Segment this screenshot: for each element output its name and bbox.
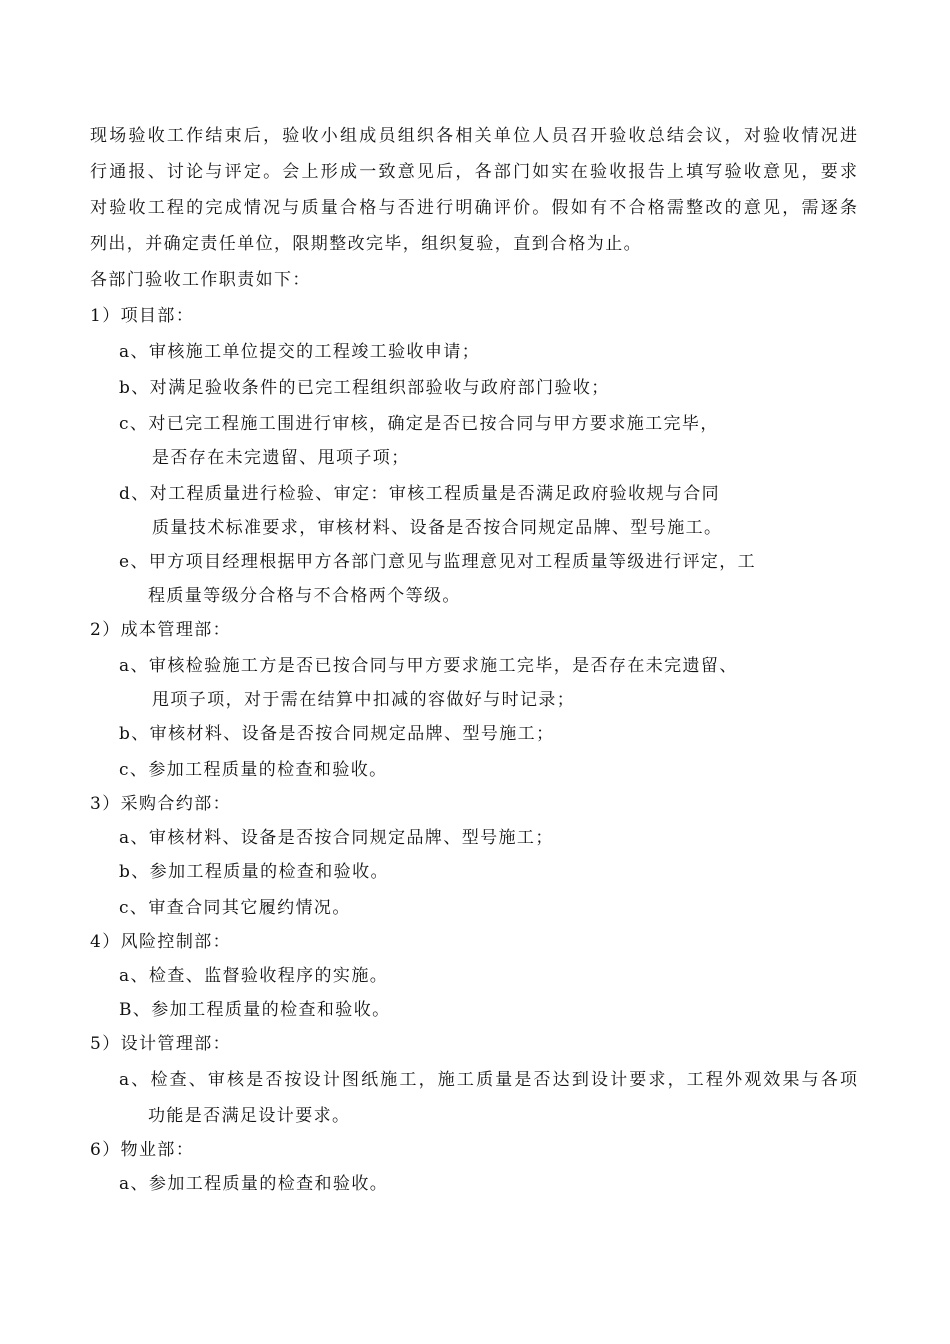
duty-item: b、对满足验收条件的已完工程组织部验收与政府部门验收； bbox=[119, 378, 610, 398]
duty-item: c、参加工程质量的检查和验收。 bbox=[119, 760, 388, 780]
duty-item: a、检查、审核是否按设计图纸施工，施工质量是否达到设计要求，工程外观效果与各项 bbox=[119, 1070, 857, 1090]
duties-heading: 各部门验收工作职责如下： bbox=[90, 270, 311, 290]
department-title: 5）设计管理部： bbox=[90, 1034, 232, 1054]
department-title: 2）成本管理部： bbox=[90, 620, 232, 640]
duty-item: a、审核检验施工方是否已按合同与甲方要求施工完毕，是否存在未完遗留、 bbox=[119, 656, 738, 676]
duty-item-continuation: 程质量等级分合格与不合格两个等级。 bbox=[148, 586, 461, 606]
intro-line: 列出，并确定责任单位，限期整改完毕，组织复验，直到合格为止。 bbox=[90, 234, 642, 254]
duty-item: d、对工程质量进行检验、审定：审核工程质量是否满足政府验收规与合同 bbox=[119, 484, 721, 504]
duty-item: e、甲方项目经理根据甲方各部门意见与监理意见对工程质量等级进行评定，工 bbox=[119, 552, 757, 572]
duty-item: b、审核材料、设备是否按合同规定品牌、型号施工； bbox=[119, 724, 555, 744]
department-title: 3）采购合约部： bbox=[90, 794, 232, 814]
department-title: 6）物业部： bbox=[90, 1140, 195, 1160]
intro-line: 行通报、讨论与评定。会上形成一致意见后，各部门如实在验收报告上填写验收意见，要求 bbox=[90, 162, 857, 182]
department-title: 4）风险控制部： bbox=[90, 932, 232, 952]
duty-item: b、参加工程质量的检查和验收。 bbox=[119, 862, 389, 882]
duty-item: a、参加工程质量的检查和验收。 bbox=[119, 1174, 389, 1194]
duty-item-continuation: 质量技术标准要求，审核材料、设备是否按合同规定品牌、型号施工。 bbox=[152, 518, 723, 538]
duty-item: a、审核材料、设备是否按合同规定品牌、型号施工； bbox=[119, 828, 554, 848]
department-title: 1）项目部： bbox=[90, 306, 195, 326]
duty-item: c、对已完工程施工围进行审核，确定是否已按合同与甲方要求施工完毕， bbox=[119, 414, 719, 434]
duty-item-continuation: 功能是否满足设计要求。 bbox=[148, 1106, 351, 1126]
duty-item-continuation: 甩项子项，对于需在结算中扣减的容做好与时记录； bbox=[152, 690, 576, 710]
duty-item: B、参加工程质量的检查和验收。 bbox=[119, 1000, 391, 1020]
duty-item: a、检查、监督验收程序的实施。 bbox=[119, 966, 389, 986]
intro-line: 现场验收工作结束后，验收小组成员组织各相关单位人员召开验收总结会议，对验收情况进 bbox=[90, 126, 857, 146]
duty-item: a、审核施工单位提交的工程竣工验收申请； bbox=[119, 342, 481, 362]
intro-line: 对验收工程的完成情况与质量合格与否进行明确评价。假如有不合格需整改的意见，需逐条 bbox=[90, 198, 857, 218]
duty-item: c、审查合同其它履约情况。 bbox=[119, 898, 351, 918]
duty-item-continuation: 是否存在未完遗留、甩项子项； bbox=[152, 448, 410, 468]
